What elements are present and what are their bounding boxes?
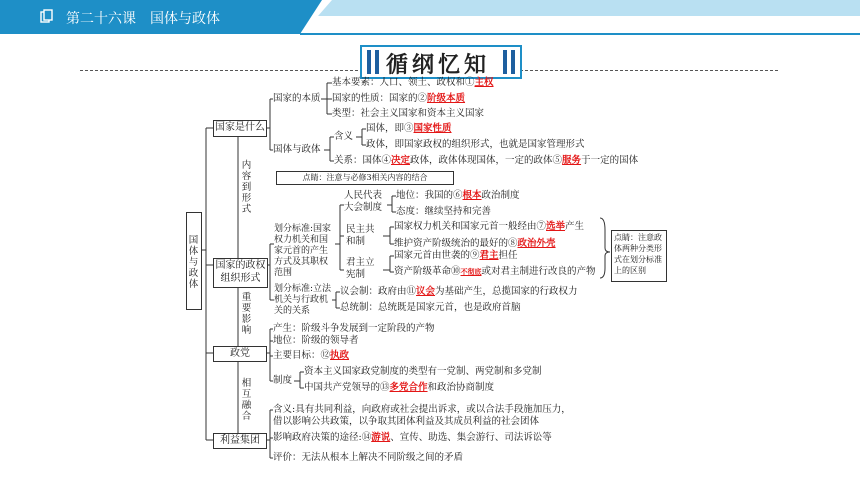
line-h2: 政体，即国家政权的组织形式，也就是国家管理形式 — [366, 139, 585, 150]
line-l2: 影响政府决策的途径:⑭游说、宣传、助选、集会游行、司法诉讼等 — [273, 432, 552, 443]
node-zhidu: 制度 — [273, 375, 293, 386]
line-b1: 基本要素：人口、领土、政权和①主权 — [332, 77, 494, 88]
line-p1: 产生：阶级斗争发展到一定阶段的产物 — [273, 323, 435, 334]
line-g1: 关系：国体④决定政体，政体体现国体，一定的政体⑤服务于一定的国体 — [334, 155, 639, 166]
note-top: 点睛：注意与必修3相关内容的结合 — [276, 171, 454, 185]
node-rmdb: 人民代表大会制度 — [344, 190, 383, 213]
line-r1: 地位：我国的⑥根本政治制度 — [396, 190, 520, 201]
line-b3: 类型：社会主义国家和资本主义国家 — [332, 108, 485, 119]
line-r2: 态度：继续坚持和完善 — [396, 206, 492, 217]
line-j1: 国家元首由世袭的⑨君主担任 — [394, 250, 518, 261]
node-junzhu: 君主立宪制 — [346, 257, 375, 280]
node-hanyi: 含义 — [334, 131, 354, 142]
node-minzhu: 民主共和制 — [346, 224, 375, 247]
root-node — [186, 212, 202, 310]
line-yihui: 议会制：政府由⑪议会为基础产生，总揽国家的行政权力 — [340, 286, 578, 297]
label-xianghu: 相互融合 — [241, 378, 252, 422]
node-huafen2: 划分标准:立法机关与行政机关的关系 — [274, 284, 332, 316]
label-neirong: 内容到形式 — [241, 160, 252, 215]
line-m2: 维护资产阶级统治的最好的⑧政治外壳 — [394, 238, 556, 249]
line-zongtong: 总统制：总统既是国家元首，也是政府首脑 — [340, 302, 521, 313]
banner-title: 循纲忆知 — [386, 53, 491, 78]
line-d1: 资本主义国家政党制度的类型有一党制、两党制和多党制 — [304, 366, 542, 377]
label-zhongyao: 重要影响 — [241, 292, 252, 336]
line-p2: 地位：阶级的领导者 — [273, 335, 359, 346]
line-l1: 含义:具有共同利益，向政府或社会提出诉求，或以合法手段施加压力， — [273, 404, 571, 415]
node-liyi: 利益集团 — [213, 433, 267, 449]
node-zhengti: 国家的政权组织形式 — [213, 258, 268, 288]
line-d2: 中国共产党领导的⑬多党合作和政治协商制度 — [304, 382, 495, 393]
node-zhengdang: 政党 — [213, 346, 267, 362]
node-huafen1: 划分标准:国家权力机关和国家元首的产生方式及其职权范围 — [274, 224, 332, 278]
root-label: 国体与政体 — [188, 235, 199, 290]
node-benzhi: 国家的本质 — [273, 93, 321, 104]
line-j2: 资产阶级革命⑩不彻底或对君主制进行改良的产物 — [394, 266, 596, 277]
line-l3: 评价：无法从根本上解决不同阶级之间的矛盾 — [273, 452, 464, 463]
note-right: 点睛：注意政体两种分类形式在划分标准上的区别 — [611, 230, 667, 282]
line-p3: 主要目标：⑫执政 — [273, 350, 350, 361]
node-guoti: 国家是什么 — [213, 120, 267, 137]
line-m1: 国家权力机关和国家元首一般经由⑦选举产生 — [394, 221, 585, 232]
node-guotizhengti: 国体与政体 — [273, 144, 321, 155]
line-l1b: 借以影响公共政策，以争取其团体利益及其成员利益的社会团体 — [273, 416, 540, 427]
lesson-title: 第二十六课 国体与政体 — [66, 11, 220, 27]
line-h1: 国体，即③国家性质 — [366, 123, 452, 134]
line-b2: 国家的性质：国家的②阶级本质 — [332, 93, 466, 104]
